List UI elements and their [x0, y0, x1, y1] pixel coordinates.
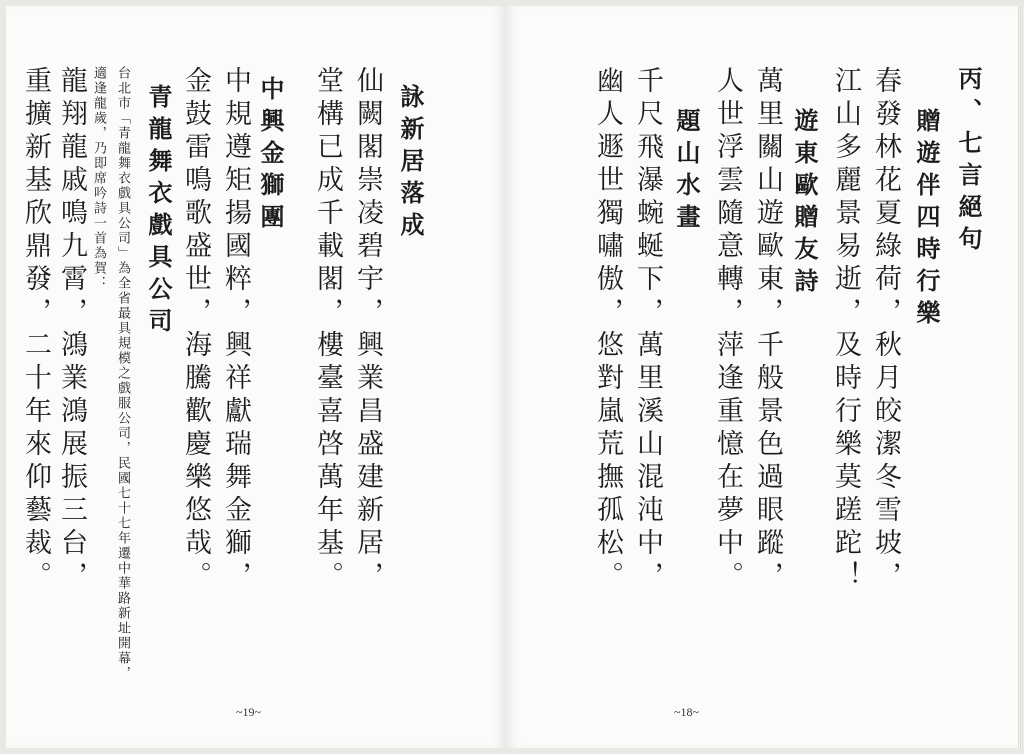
poem-line: 金鼓雷鳴歌盛世，海騰歡慶樂悠哉。: [180, 66, 211, 594]
poem-title: 遊東歐贈友詩: [790, 108, 818, 300]
poem-line: 重擴新基欣鼎發，二十年來仰藝裁。: [20, 66, 51, 594]
section-heading: 丙、七言絕句: [954, 66, 982, 258]
poem-line: 萬里關山遊歐東，千般景色過眼蹤，: [752, 66, 783, 594]
poem-line: 龍翔龍戚鳴九霄，鴻業鴻展振三台，: [56, 66, 87, 594]
poem-title: 詠新居落成: [396, 84, 424, 244]
poem-line: 江山多麗景易逝，及時行樂莫蹉跎！: [830, 66, 861, 594]
poem-title: 中興金獅團: [256, 76, 284, 236]
poem-title: 贈遊伴四時行樂: [912, 108, 940, 332]
poem-line: 堂構已成千載閣，樓臺喜啓萬年基。: [312, 66, 343, 594]
poem-note: 適逢龍歲，乃即席吟詩一首為賀：: [91, 66, 106, 291]
page-edge: [1018, 6, 1024, 748]
left-page: [6, 6, 506, 748]
poem-line: 春發林花夏綠荷，秋月皎潔冬雪坡，: [870, 66, 901, 594]
poem-line: 仙闕閣崇凌碧宇，興業昌盛建新居，: [352, 66, 383, 594]
page-number: ~19~: [236, 705, 261, 719]
poem-line: 千尺飛瀑蜿蜒下，萬里溪山混沌中，: [632, 66, 663, 594]
poem-line: 中規遵矩揚國粹，興祥獻瑞舞金獅，: [220, 66, 251, 594]
poem-line: 幽人遯世獨嘯傲，悠對嵐荒撫孤松。: [592, 66, 623, 594]
poem-title: 題山水畫: [672, 108, 700, 236]
page-number: ~18~: [674, 705, 699, 719]
right-page: [506, 6, 1018, 748]
poem-line: 人世浮雲隨意轉，萍逢重憶在夢中。: [712, 66, 743, 594]
poem-title: 青龍舞衣戲具公司: [144, 84, 172, 340]
poem-note: 台北市「青龍舞衣戲具公司」為全省最具規模之戲服公司，民國七十七年遷中華路新址開幕，: [115, 66, 130, 681]
